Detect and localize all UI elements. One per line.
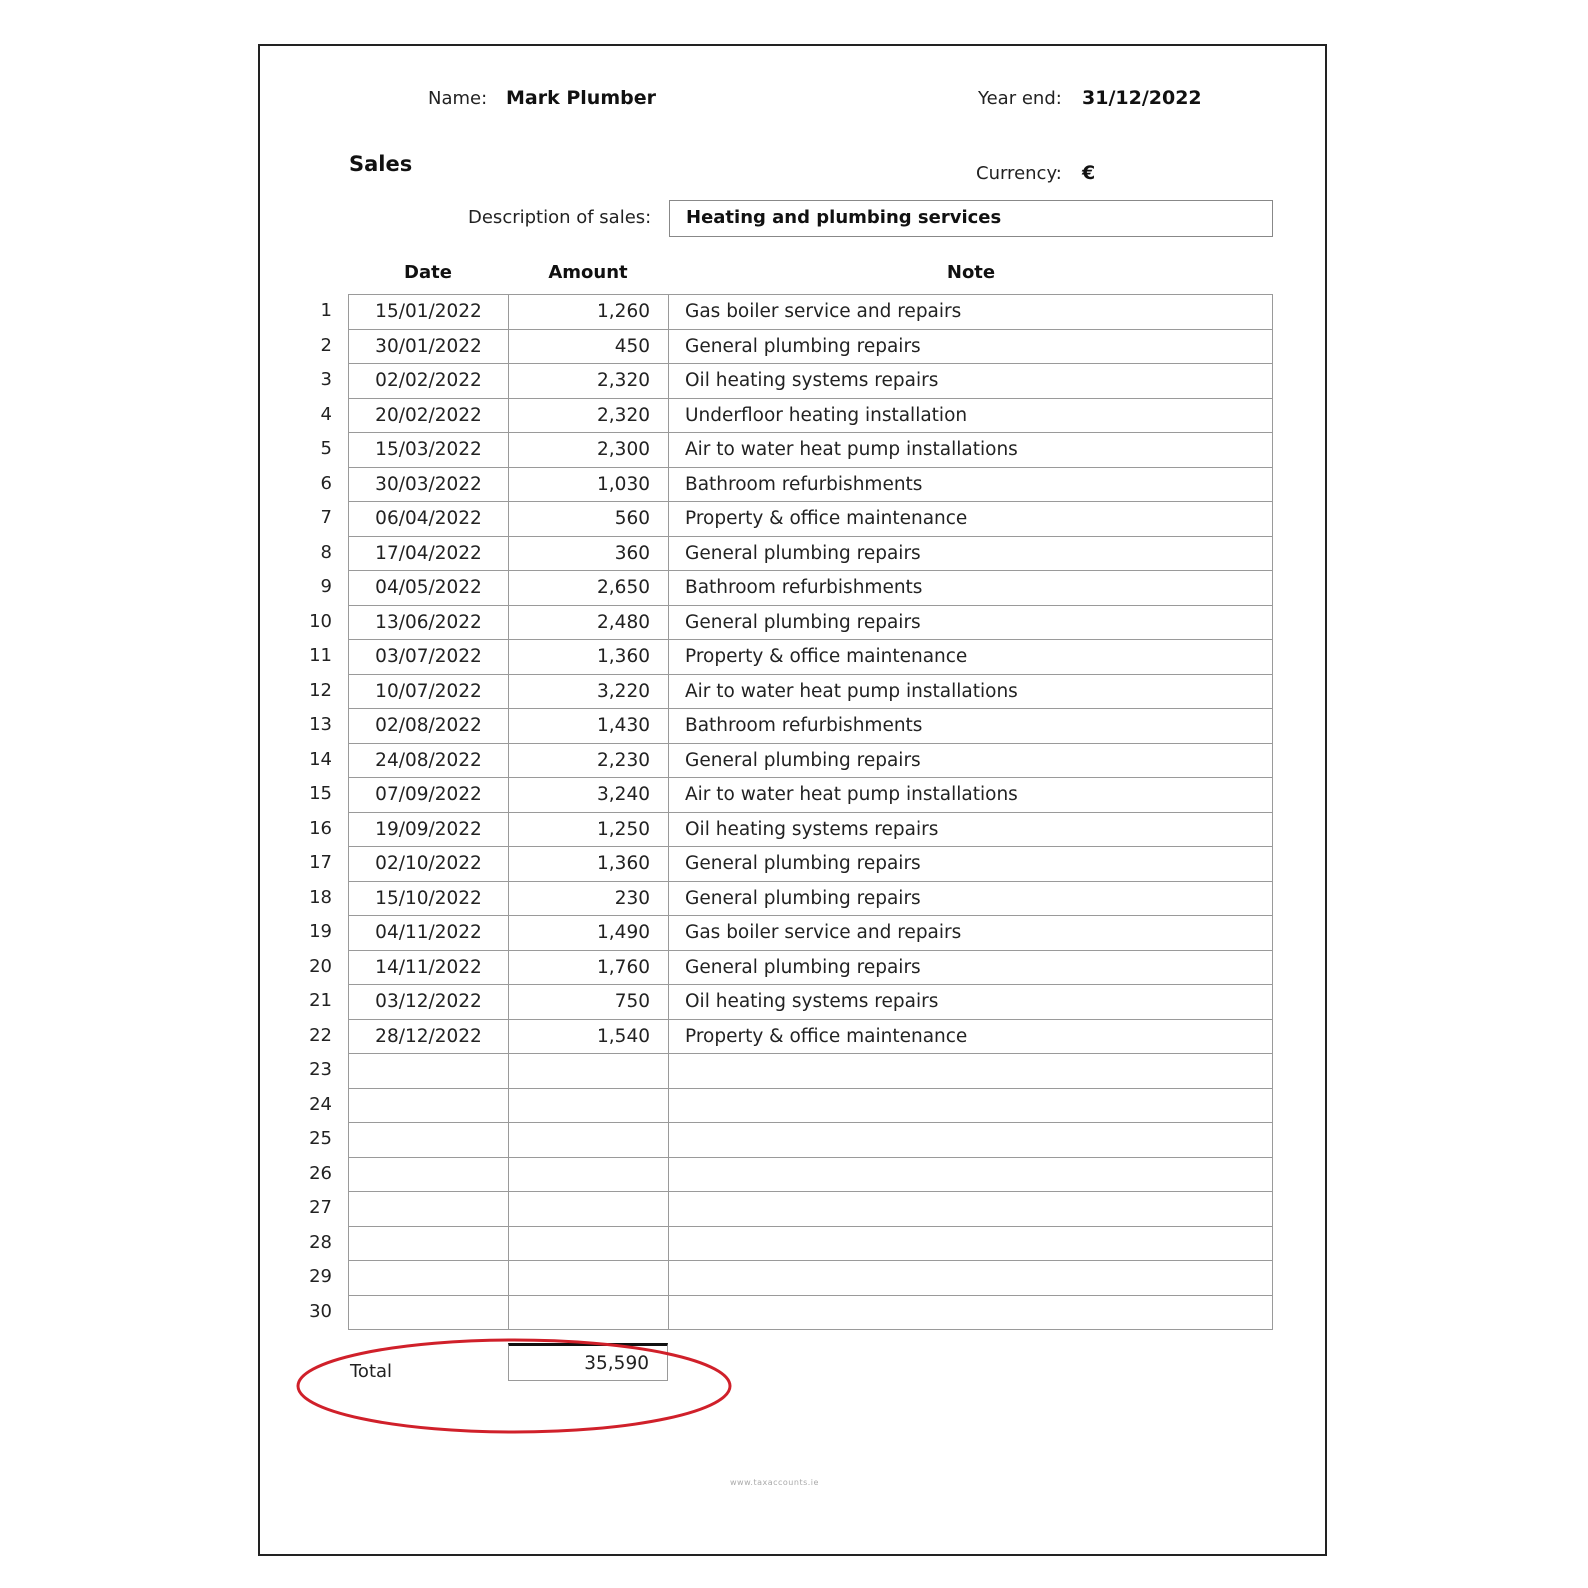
note-cell[interactable]: Oil heating systems repairs [669,364,1273,399]
amount-cell[interactable]: 360 [509,536,669,571]
row-number: 13 [309,714,332,735]
row-number: 7 [320,507,332,528]
row-number: 24 [309,1093,332,1115]
date-cell[interactable]: 04/11/2022 [349,916,509,951]
row-number: 17 [309,852,332,873]
description-label: Description of sales: [468,207,652,228]
year-end-label: Year end: [978,88,1062,109]
note-cell[interactable]: Bathroom refurbishments [669,571,1273,606]
date-cell[interactable]: 13/06/2022 [349,605,509,640]
total-label: Total [350,1361,393,1382]
amount-cell[interactable]: 2,480 [509,605,669,640]
row-number: 15 [309,783,332,804]
date-cell[interactable]: 28/12/2022 [349,1019,509,1054]
row-number: 14 [309,748,332,770]
currency-label: Currency: [976,163,1062,184]
date-cell[interactable]: 30/01/2022 [349,329,509,364]
date-cell[interactable]: 15/03/2022 [349,433,509,468]
amount-cell[interactable]: 1,030 [509,467,669,502]
row-number: 23 [309,1059,332,1080]
date-cell[interactable]: 15/10/2022 [349,881,509,916]
row-number: 12 [309,679,332,701]
note-cell[interactable]: Oil heating systems repairs [669,812,1273,847]
note-cell[interactable]: Property & office maintenance [669,502,1273,537]
column-header-amount: Amount [548,262,628,283]
note-cell[interactable]: General plumbing repairs [669,847,1273,882]
row-number: 11 [309,645,332,666]
note-cell[interactable]: Property & office maintenance [669,1019,1273,1054]
row-number: 3 [320,369,332,390]
date-cell[interactable]: 03/12/2022 [349,985,509,1020]
row-number: 29 [309,1266,332,1287]
note-cell[interactable]: Oil heating systems repairs [669,985,1273,1020]
name-label: Name: [428,88,488,109]
currency-value: € [1082,162,1096,184]
note-cell[interactable]: Air to water heat pump installations [669,433,1273,468]
row-number: 16 [309,817,332,839]
date-cell[interactable]: 02/08/2022 [349,709,509,744]
date-cell[interactable]: 03/07/2022 [349,640,509,675]
total-value: 35,590 [508,1343,668,1381]
amount-cell[interactable]: 3,240 [509,778,669,813]
date-cell[interactable]: 15/01/2022 [349,295,509,330]
amount-cell[interactable]: 2,320 [509,364,669,399]
row-number: 18 [309,886,332,908]
note-cell[interactable]: Bathroom refurbishments [669,709,1273,744]
amount-cell[interactable]: 450 [509,329,669,364]
row-number: 22 [309,1024,332,1046]
footer-url: www.taxaccounts.ie [730,1478,819,1487]
row-number: 10 [309,610,332,632]
note-cell[interactable]: Air to water heat pump installations [669,674,1273,709]
amount-cell[interactable]: 1,360 [509,640,669,675]
name-value: Mark Plumber [506,87,656,109]
amount-cell[interactable]: 750 [509,985,669,1020]
row-number: 19 [309,921,332,942]
date-cell[interactable]: 17/04/2022 [349,536,509,571]
description-field[interactable]: Heating and plumbing services [669,200,1273,237]
date-cell[interactable]: 02/02/2022 [349,364,509,399]
date-cell[interactable]: 06/04/2022 [349,502,509,537]
amount-cell[interactable]: 2,300 [509,433,669,468]
amount-cell[interactable]: 230 [509,881,669,916]
row-number: 4 [320,403,332,425]
date-cell[interactable]: 07/09/2022 [349,778,509,813]
column-header-note: Note [946,262,996,283]
row-number: 21 [309,990,332,1011]
amount-cell[interactable]: 1,490 [509,916,669,951]
row-number: 20 [309,955,332,977]
note-cell[interactable]: Gas boiler service and repairs [669,916,1273,951]
amount-cell[interactable]: 2,230 [509,743,669,778]
amount-cell[interactable]: 1,760 [509,950,669,985]
note-cell[interactable]: Bathroom refurbishments [669,467,1273,502]
note-cell[interactable]: General plumbing repairs [669,605,1273,640]
date-cell[interactable]: 24/08/2022 [349,743,509,778]
column-header-date: Date [404,262,452,283]
date-cell[interactable]: 30/03/2022 [349,467,509,502]
amount-cell[interactable]: 1,250 [509,812,669,847]
row-number: 30 [309,1300,332,1322]
amount-cell[interactable]: 3,220 [509,674,669,709]
amount-cell[interactable]: 1,360 [509,847,669,882]
amount-cell[interactable]: 1,260 [509,295,669,330]
amount-cell[interactable]: 1,540 [509,1019,669,1054]
note-cell[interactable]: General plumbing repairs [669,881,1273,916]
note-cell[interactable]: General plumbing repairs [669,743,1273,778]
row-number: 5 [320,438,332,459]
note-cell[interactable]: Gas boiler service and repairs [669,295,1273,330]
row-number: 6 [320,472,332,494]
row-number: 8 [320,541,332,563]
note-cell[interactable]: Underfloor heating installation [669,398,1273,433]
date-cell[interactable]: 10/07/2022 [349,674,509,709]
row-number: 1 [320,300,332,321]
row-number: 28 [309,1231,332,1253]
row-number: 9 [320,576,332,597]
section-title: Sales [349,152,413,176]
row-number: 26 [309,1162,332,1184]
date-cell[interactable]: 19/09/2022 [349,812,509,847]
row-number: 27 [309,1197,332,1218]
date-cell[interactable]: 14/11/2022 [349,950,509,985]
row-number: 2 [320,334,332,356]
note-cell[interactable]: Property & office maintenance [669,640,1273,675]
date-cell[interactable]: 04/05/2022 [349,571,509,606]
note-cell[interactable]: General plumbing repairs [669,329,1273,364]
year-end-value: 31/12/2022 [1082,87,1202,109]
amount-cell[interactable]: 1,430 [509,709,669,744]
note-cell[interactable]: General plumbing repairs [669,536,1273,571]
note-cell[interactable]: General plumbing repairs [669,950,1273,985]
amount-cell[interactable]: 2,650 [509,571,669,606]
row-number: 25 [309,1128,332,1149]
date-cell[interactable]: 20/02/2022 [349,398,509,433]
note-cell[interactable]: Air to water heat pump installations [669,778,1273,813]
date-cell[interactable]: 02/10/2022 [349,847,509,882]
amount-cell[interactable]: 560 [509,502,669,537]
amount-cell[interactable]: 2,320 [509,398,669,433]
